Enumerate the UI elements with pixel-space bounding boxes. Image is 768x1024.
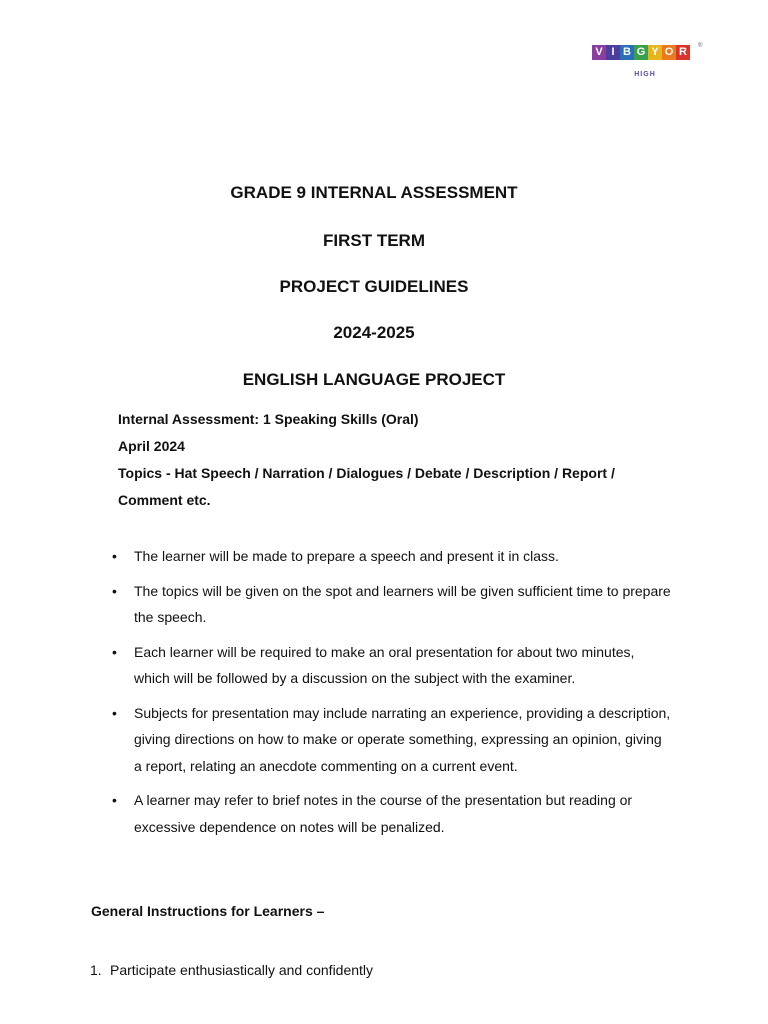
bullet-text: The topics will be given on the spot and learners will be given sufficient time to prepare the speech. [134,582,671,625]
instruction-item [90,962,373,978]
bullet-item [112,639,672,692]
heading-year: 2024-2025 [333,323,415,342]
assessment-line: Internal Assessment: 1 Speaking Skills (Oral) [118,411,419,427]
bullet-dot: • [112,792,117,808]
logo-letters [592,45,704,60]
bullet-item [112,700,672,780]
bullet-dot: • [112,548,117,564]
bullet-item [112,543,672,570]
school-logo [592,45,704,85]
logo-letter-r: R [676,45,690,60]
logo-letter-b: B [620,45,634,60]
general-instructions-list [90,962,373,978]
heading-guidelines: PROJECT GUIDELINES [279,277,469,296]
bullet-dot: • [112,643,117,660]
logo-letter-o: O [662,45,676,60]
month-line: April 2024 [118,438,185,454]
bullet-dot: • [112,704,117,721]
assessment-info [118,406,615,514]
bullet-text: Subjects for presentation may include narrating an experience, providing a description, giving directions on how to make or operate something, expressing an opinion, giving a report, relating an anecdote commenting on a current event. [134,704,671,774]
instruction-number: 1. [90,962,102,978]
general-instructions-title: General Instructions for Learners – [91,903,325,919]
logo-letter-y: Y [648,45,662,60]
bullet-text: The learner will be made to prepare a speech and present it in class. [134,548,559,564]
guideline-bullets [112,543,672,848]
bullet-text: Each learner will be required to make an oral presentation for about two minutes, which will be followed by a discussion on the subject with the examiner. [134,643,635,686]
bullet-dot: • [112,582,117,599]
logo-subtext: HIGH [634,71,656,78]
topics-line-2: Comment etc. [118,492,211,508]
bullet-text: A learner may refer to brief notes in the course of the presentation but reading or excessive dependence on notes will be penalized. [134,792,633,835]
instruction-text: Participate enthusiastically and confidently [110,962,374,978]
logo-letter-v: V [592,45,606,60]
bullet-item [112,578,672,631]
bullet-item [112,787,672,840]
heading-project: ENGLISH LANGUAGE PROJECT [242,370,506,389]
heading-term: FIRST TERM [323,231,425,250]
topics-line-1: Topics - Hat Speech / Narration / Dialogues / Debate / Description / Report / [118,465,615,481]
logo-letter-i: I [606,45,620,60]
heading-grade: GRADE 9 INTERNAL ASSESSMENT [230,183,518,202]
logo-letter-g: G [634,45,648,60]
registered-mark: ® [698,43,703,49]
